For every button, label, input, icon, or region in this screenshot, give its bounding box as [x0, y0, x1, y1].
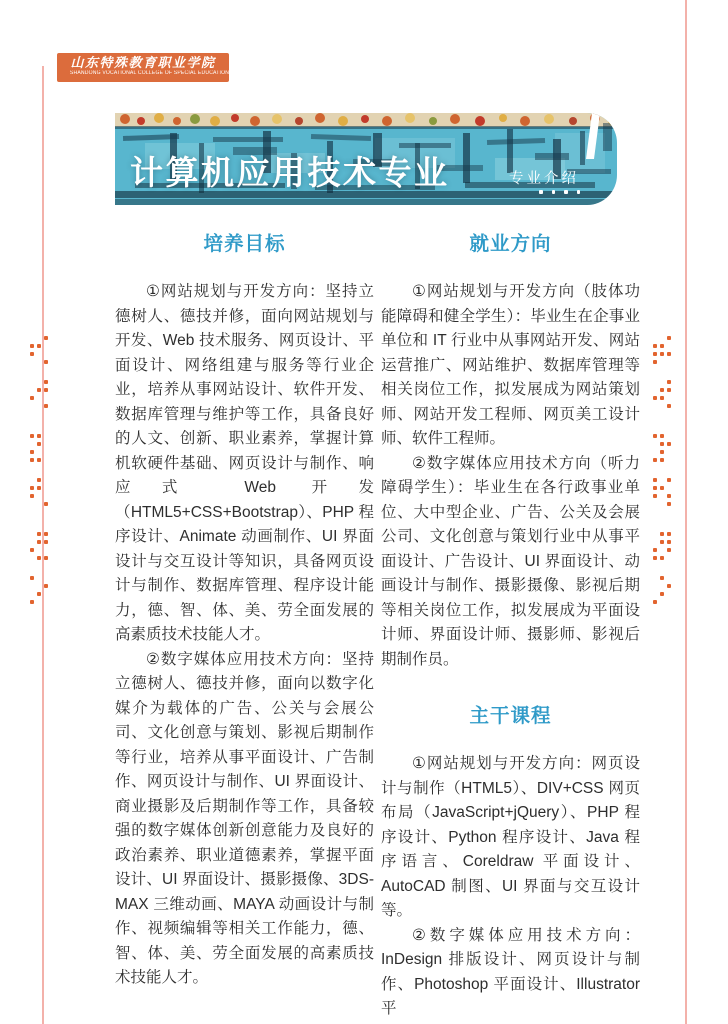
courses-paragraph-1: ①网站规划与开发方向：网页设计与制作（HTML5）、DIV+CSS 网页布局（JavaScript+jQuery）、PHP 程序设计、Python 程序设计、Java 程序语言、Coreldraw 平面设计、AutoCAD 制图、UI 界面与交互设计等。 — [381, 755, 640, 919]
braille-decoration-right — [653, 334, 677, 618]
employment-paragraph-2: ②数字媒体应用技术方向（听力障碍学生）：毕业生在各行政事业单位、大中型企业、广告、公关及会展公司、文化创意与策划行业中从事平面设计、广告设计、UI 界面设计、动画设计与制作、摄影摄像、影视后期等相关岗位工作，拟发展成为平面设计师、界面设计师、摄影师、影视后期制作员。 — [381, 454, 640, 668]
right-margin-line — [685, 0, 687, 1024]
page-title: 计算机应用技术专业 — [130, 154, 450, 191]
header-painting — [115, 113, 617, 205]
heading-employment-direction: 就业方向 — [469, 233, 552, 255]
braille-decoration-left — [30, 334, 54, 618]
training-paragraph-2: ②数字媒体应用技术方向：坚持立德树人、德技并修，面向以数字化媒介为载体的广告、公关与会展公司、文化创意与策划、影视后期制作等行业，培养从事平面设计、广告制作、网页设计与制作、UI 界面设计、商业摄影及后期制作等工作，具备较强的数字媒体创新创意能力及良好的政治素养、职业道德素养，掌握平面设计、UI 界面设计、摄影摄像、3DS-MAX 三维动画、MAYA 动画设计与制作、视频编辑等相关工作能力，德、智、体、美、劳全面发展的高素质技术技能人才。 — [115, 650, 374, 986]
right-column — [381, 234, 640, 1022]
employment-paragraph-1: ①网站规划与开发方向（肢体功能障碍和健全学生）：毕业生在企事业单位和 IT 行业中从事网站开发、网站运营推广、网站维护、数据库管理等相关岗位工作，拟发展成为网站策划师、网站开发工程师、网页美工设计师、软件工程师。 — [381, 283, 640, 447]
courses-paragraph-2: ②数字媒体应用技术方向：InDesign 排版设计、网页设计与制作、Photoshop 平面设计、Illustrator 平 — [381, 926, 640, 1017]
school-name-cn: 山东特殊教育职业学院 — [70, 55, 216, 70]
school-logo-banner — [57, 53, 229, 82]
heading-training-objectives: 培养目标 — [203, 233, 286, 255]
section-badge: 专业介绍 — [509, 171, 579, 187]
training-paragraph-1: ①网站规划与开发方向：坚持立德树人、德技并修，面向网站规划与开发、Web 技术服务、网页设计、平面设计、网络组建与服务等行业企业，培养从事网站设计、软件开发、数据库管理与维护等工作，具备良好的人文、创新、职业素养，掌握计算机软硬件基础、网页设计与制作、响应式 Web 开发（HTML5+CSS+Bootstrap）、PHP 程序设计、Animate 动画制作、UI 界面设计与交互设计等知识，具备网页设计与制作、数据库管理、程序设计能力，德、智、体、美、劳全面发展的高素质技术技能人才。 — [115, 283, 374, 643]
school-name-en: SHANDONG VOCATIONAL COLLEGE OF SPECIAL EDUCATION — [69, 70, 230, 76]
left-column — [115, 234, 374, 991]
heading-main-courses: 主干课程 — [469, 705, 552, 727]
badge-dots — [539, 190, 580, 194]
